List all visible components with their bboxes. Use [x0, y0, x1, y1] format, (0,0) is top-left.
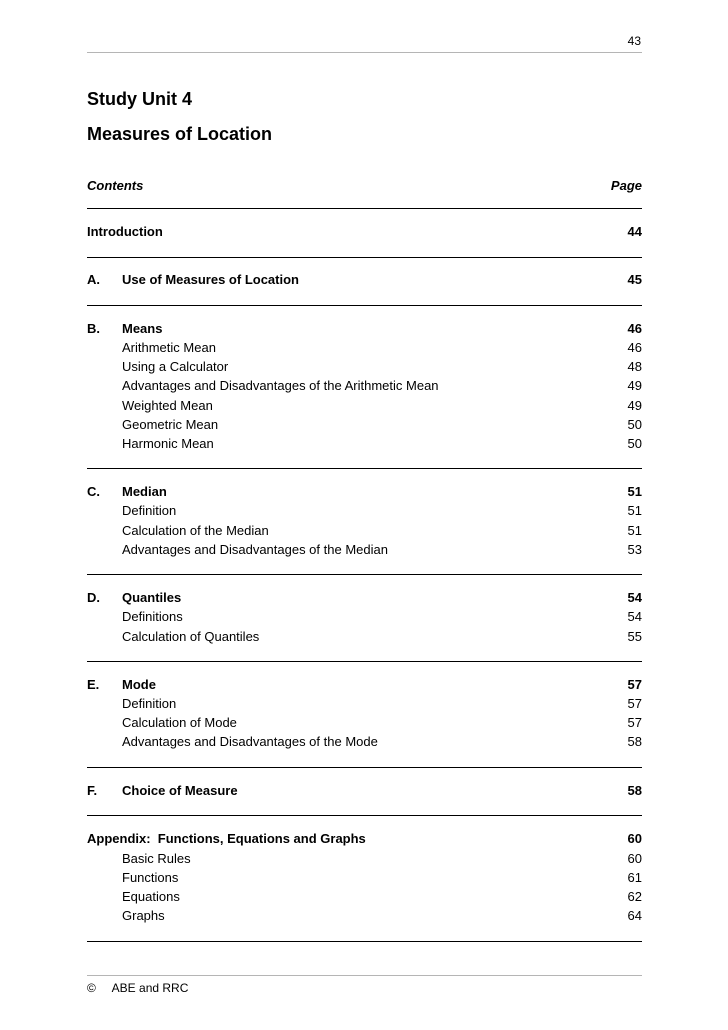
toc-subitem — [87, 607, 642, 626]
unit-title: Study Unit 4 — [87, 89, 193, 109]
toc-subitem — [87, 694, 642, 713]
toc-subitem — [87, 376, 642, 395]
toc-row-section-e — [87, 675, 642, 694]
toc-subitem — [87, 868, 642, 887]
rule-3 — [87, 305, 642, 306]
footer-rule — [87, 975, 642, 976]
toc-page: 61 — [627, 870, 642, 885]
toc-page: 55 — [627, 629, 642, 644]
toc-subitem — [87, 887, 642, 906]
toc-title: Mode — [122, 677, 156, 692]
toc-title: Quantiles — [122, 590, 182, 605]
toc-title: Equations — [122, 889, 180, 904]
toc-subitem — [87, 357, 642, 376]
toc-page: 58 — [627, 734, 642, 749]
toc-title: Advantages and Disadvantages of the Mode — [122, 734, 378, 749]
toc-page: 50 — [627, 417, 642, 432]
toc-page: 54 — [627, 609, 642, 624]
footer — [87, 981, 188, 995]
rule-1 — [87, 208, 642, 209]
toc-page: 54 — [627, 590, 642, 605]
toc-letter: E. — [87, 677, 100, 692]
toc-letter: B. — [87, 321, 100, 336]
toc-title: Calculation of the Median — [122, 523, 269, 538]
toc-page: 58 — [627, 783, 642, 798]
toc-title: Using a Calculator — [122, 359, 229, 374]
toc-title: Choice of Measure — [122, 783, 238, 798]
toc-subitem — [87, 396, 642, 415]
toc-page: 62 — [627, 889, 642, 904]
toc-row-section-c — [87, 482, 642, 501]
toc-title: Calculation of Mode — [122, 715, 237, 730]
toc-page: 46 — [627, 340, 642, 355]
toc-title: Weighted Mean — [122, 398, 213, 413]
toc-subitem — [87, 627, 642, 646]
toc-title: Harmonic Mean — [122, 436, 214, 451]
toc-subitem — [87, 434, 642, 453]
toc-letter: F. — [87, 783, 98, 798]
toc-title: Advantages and Disadvantages of the Arithmetic Mean — [122, 378, 439, 393]
toc-title: Arithmetic Mean — [122, 340, 216, 355]
toc-title: Definitions — [122, 609, 183, 624]
toc-subitem — [87, 713, 642, 732]
toc-page: 51 — [627, 523, 642, 538]
toc-page: 60 — [627, 831, 642, 846]
toc-title: Appendix: Functions, Equations and Graphs — [87, 831, 366, 846]
toc-title: Introduction — [87, 224, 163, 239]
page-number: 43 — [627, 34, 641, 48]
unit-subtitle: Measures of Location — [87, 124, 273, 144]
toc-subitem — [87, 540, 642, 559]
rule-8 — [87, 815, 642, 816]
toc-page: 49 — [627, 398, 642, 413]
toc-title: Use of Measures of Location — [122, 272, 299, 287]
toc-subitem — [87, 338, 642, 357]
rule-7 — [87, 767, 642, 768]
toc-page: 53 — [627, 542, 642, 557]
toc-letter: A. — [87, 272, 100, 287]
toc-title: Functions — [122, 870, 179, 885]
toc-title: Graphs — [122, 908, 165, 923]
toc-page: 60 — [627, 851, 642, 866]
toc-subitem — [87, 732, 642, 751]
toc-row-introduction — [87, 222, 642, 241]
rule-6 — [87, 661, 642, 662]
header-rule — [87, 52, 642, 53]
rule-2 — [87, 257, 642, 258]
toc-title: Basic Rules — [122, 851, 191, 866]
toc-title: Calculation of Quantiles — [122, 629, 260, 644]
toc-row-appendix — [87, 829, 642, 848]
toc-letter: D. — [87, 590, 100, 605]
page-column-label: Page — [610, 178, 642, 193]
toc-title: Definition — [122, 696, 177, 711]
footer-text: ABE and RRC — [111, 981, 189, 995]
toc-page: 51 — [627, 503, 642, 518]
rule-5 — [87, 574, 642, 575]
toc-page: 49 — [627, 378, 642, 393]
toc-page: 51 — [627, 484, 642, 499]
toc-subitem — [87, 849, 642, 868]
toc-page: 57 — [627, 696, 642, 711]
toc-page: 48 — [627, 359, 642, 374]
toc-page: 50 — [627, 436, 642, 451]
copyright-symbol: © — [87, 981, 96, 995]
contents-header — [87, 178, 642, 193]
toc-page: 64 — [627, 908, 642, 923]
toc-page: 46 — [627, 321, 642, 336]
toc-row-section-d — [87, 588, 642, 607]
toc-row-section-a — [87, 270, 642, 289]
toc-subitem — [87, 521, 642, 540]
toc-title: Definition — [122, 503, 177, 518]
toc-title: Median — [122, 484, 167, 499]
toc-page: 57 — [627, 715, 642, 730]
rule-9 — [87, 941, 642, 942]
toc-page: 45 — [627, 272, 642, 287]
contents-label: Contents — [87, 178, 144, 193]
toc-title: Advantages and Disadvantages of the Median — [122, 542, 388, 557]
toc-page: 44 — [627, 224, 642, 239]
toc-subitem — [87, 501, 642, 520]
toc-subitem — [87, 906, 642, 925]
toc-row-section-b — [87, 319, 642, 338]
toc-page: 57 — [627, 677, 642, 692]
toc-title: Geometric Mean — [122, 417, 219, 432]
rule-4 — [87, 468, 642, 469]
toc-row-section-f — [87, 781, 642, 800]
toc-letter: C. — [87, 484, 100, 499]
toc-title: Means — [122, 321, 163, 336]
toc-subitem — [87, 415, 642, 434]
